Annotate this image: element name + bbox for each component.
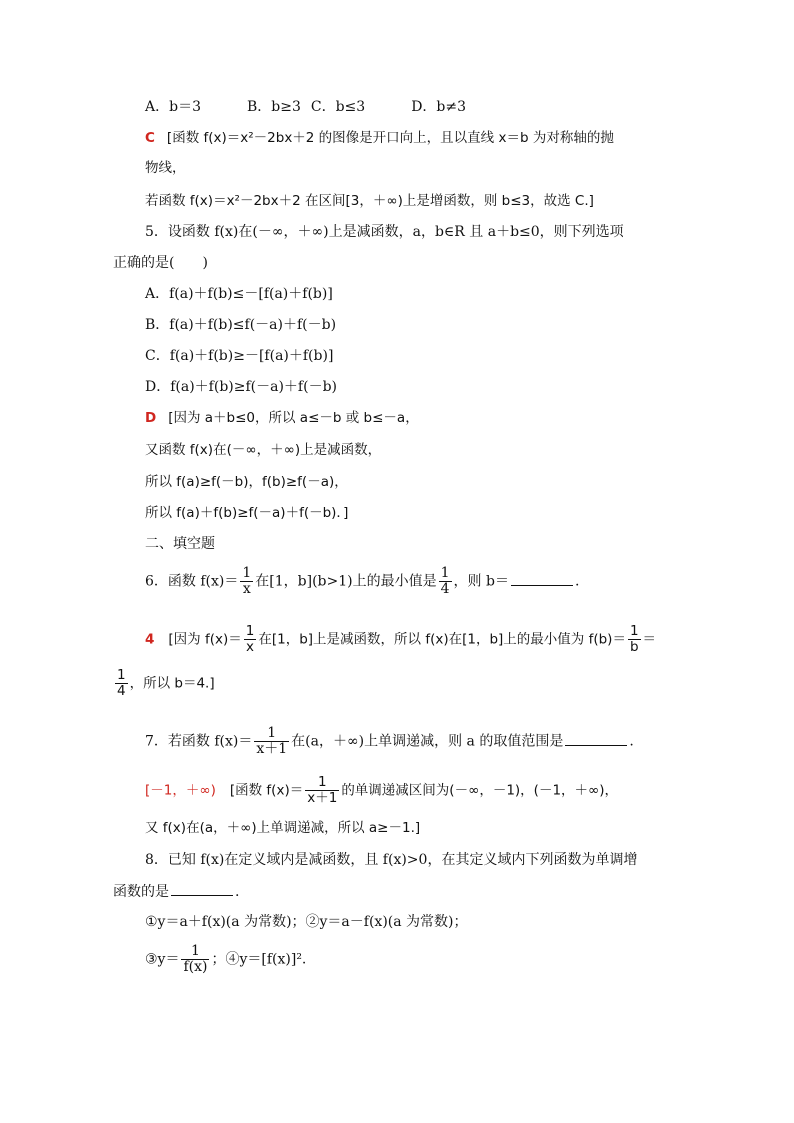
q7-stem-post: 在(a，＋∞)上单调递减，则 a 的取值范围是 <box>291 733 564 750</box>
q6-stem-end: . <box>574 573 580 590</box>
q8-options-line2 <box>145 944 306 975</box>
q6-stem-post: ，则 b＝ <box>453 573 509 590</box>
q7-stem-end: . <box>629 733 634 750</box>
q4-explanation-line2: 物线， <box>145 160 186 176</box>
q7-exp-post: 的单调递减区间为(－∞，－1)，(－1，＋∞)， <box>341 782 619 799</box>
q8-opt3-num: 1 <box>181 944 209 960</box>
q8-answer-blank[interactable] <box>171 881 233 896</box>
q7-explanation-line2: 又 f(x)在(a，＋∞)上单调递减，所以 a≥－1.] <box>145 820 421 836</box>
q5-stem-line1: 5．设函数 f(x)在(－∞，＋∞)上是减函数，a，b∈R 且 a＋b≤0，则下列选项 <box>145 224 624 240</box>
q7-exp-pre: [函数 f(x)＝ <box>229 782 304 799</box>
q6-explanation-line1 <box>145 624 656 655</box>
q8-options-line1: ①y＝a＋f(x)(a 为常数)；②y＝a－f(x)(a 为常数)； <box>145 914 468 930</box>
q5-option-a: A．f(a)＋f(b)≤－[f(a)＋f(b)] <box>145 286 333 302</box>
q6-answer: 4 <box>145 631 155 648</box>
q6-frac2-den: 4 <box>440 581 450 597</box>
q6-exp-frac1-num: 1 <box>245 623 255 639</box>
q8-stem-line2-end: . <box>235 884 240 900</box>
q4-explanation-line1 <box>145 128 614 148</box>
q5-answer: D <box>145 410 157 426</box>
q6-explanation-line2 <box>113 668 215 699</box>
q4-exp-text1: [函数 f(x)＝x²－2bx＋2 的图像是开口向上，且以直线 x＝b 为对称轴的抛 <box>166 130 614 146</box>
q4-answer: C <box>145 130 155 146</box>
q5-explanation-line2: 又函数 f(x)在(－∞，＋∞)上是减函数， <box>145 442 382 458</box>
q6-exp-equals: ＝ <box>642 631 657 648</box>
q8-stem-line2-pre: 函数的是 <box>113 884 169 900</box>
q7-frac-den: x＋1 <box>256 741 288 757</box>
q6-exp-fraction-1-over-4 <box>115 668 128 699</box>
q5-explanation-line4: 所以 f(a)＋f(b)≥f(－a)＋f(－b)．] <box>145 505 349 521</box>
q7-exp-fraction <box>305 775 339 806</box>
q5-option-c: C．f(a)＋f(b)≥－[f(a)＋f(b)] <box>145 348 334 364</box>
q6-exp2-frac-num: 1 <box>117 667 126 683</box>
q6-stem <box>145 566 579 597</box>
q6-frac1-den: x <box>242 581 251 597</box>
q7-stem-pre: 7．若函数 f(x)＝ <box>145 733 253 750</box>
q6-fraction-1-over-4 <box>439 566 452 597</box>
q7-exp-frac-num: 1 <box>305 775 339 791</box>
q8-opt3-post: ；④y＝[f(x)]². <box>211 951 307 968</box>
q8-stem-line2 <box>113 881 239 902</box>
q7-exp-frac-den: x＋1 <box>307 790 338 806</box>
q5-explanation-line3: 所以 f(a)≥f(－b)，f(b)≥f(－a)， <box>145 474 348 490</box>
q5-option-b: B．f(a)＋f(b)≤f(－a)＋f(－b) <box>145 317 337 333</box>
q6-exp-frac1-den: x <box>246 639 255 655</box>
q8-stem-line1: 8．已知 f(x)在定义域内是减函数，且 f(x)>0，在其定义域内下列函数为单调增 <box>145 852 638 868</box>
q6-exp-pre: [因为 f(x)＝ <box>168 631 242 648</box>
q4-option-a: A．b＝3 <box>145 99 201 115</box>
q6-stem-mid: 在[1，b](b>1)上的最小值是 <box>255 573 437 590</box>
q6-exp-mid: 在[1，b]上是减函数，所以 f(x)在[1，b]上的最小值为 f(b)＝ <box>258 631 626 648</box>
q4-option-c: C．b≤3 <box>310 99 366 115</box>
q6-fraction-1-over-x <box>240 566 253 597</box>
q6-exp-frac2-num: 1 <box>629 623 639 639</box>
q5-explanation-line1 <box>145 408 419 428</box>
q7-stem <box>145 726 634 757</box>
q5-exp-text1: [因为 a＋b≤0，所以 a≤－b 或 b≤－a， <box>168 410 419 426</box>
q6-frac2-num: 1 <box>440 565 450 581</box>
q6-frac1-num: 1 <box>242 565 252 581</box>
q4-option-d: D．b≠3 <box>411 99 467 115</box>
q7-answer: [－1，＋∞) <box>145 782 216 799</box>
section-title-fill-in: 二、填空题 <box>145 536 215 552</box>
q4-option-b: B．b≥3 <box>246 99 301 115</box>
q8-opt3-pre: ③y＝ <box>145 951 180 968</box>
q5-option-d: D．f(a)＋f(b)≥f(－a)＋f(－b) <box>145 379 337 395</box>
q8-fraction-1-over-fx <box>181 944 209 975</box>
q4-options <box>145 97 466 117</box>
q7-fraction-1-over-x-plus-1 <box>254 726 289 757</box>
q6-exp-frac2-den: b <box>629 639 639 655</box>
q7-frac-num: 1 <box>254 726 289 742</box>
q8-opt3-den: f(x) <box>183 959 208 975</box>
q6-exp2-frac-den: 4 <box>117 683 126 699</box>
q6-exp2-post: ，所以 b＝4.] <box>129 675 215 692</box>
q6-stem-pre: 6．函数 f(x)＝ <box>145 573 239 590</box>
q6-exp-fraction-1-over-x <box>244 624 257 655</box>
q7-explanation-line1 <box>145 775 618 806</box>
q6-answer-blank[interactable] <box>511 571 573 586</box>
q5-stem-line2: 正确的是( ) <box>113 255 208 271</box>
q7-answer-blank[interactable] <box>565 731 627 746</box>
q6-exp-fraction-1-over-b <box>628 624 641 655</box>
q4-explanation-line3: 若函数 f(x)＝x²－2bx＋2 在区间[3，＋∞)上是增函数，则 b≤3，故选 C.] <box>145 193 594 209</box>
